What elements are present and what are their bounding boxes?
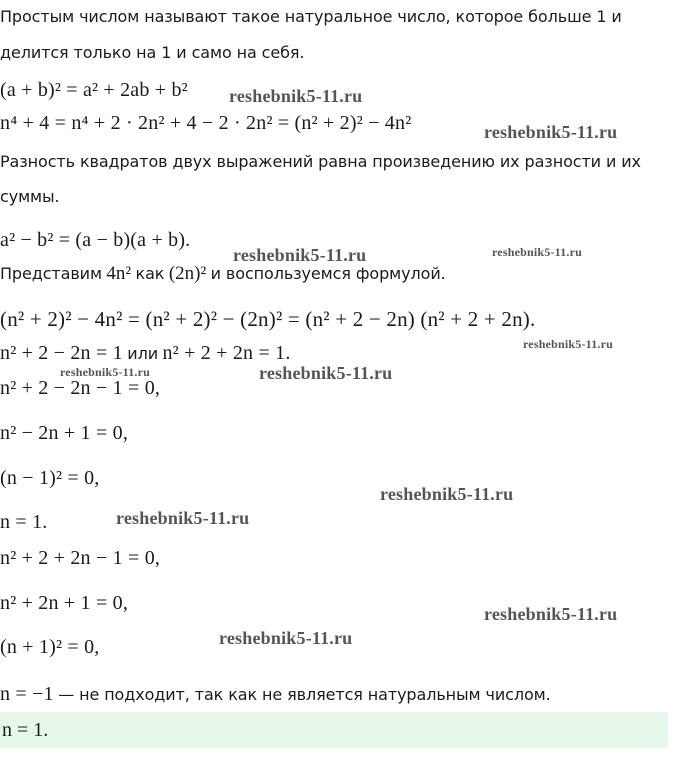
watermark: reshebnik5-11.ru xyxy=(380,484,514,504)
watermark: reshebnik5-11.ru xyxy=(219,628,353,648)
rule-line-2: суммы. xyxy=(0,187,60,206)
formula-factorization: (n² + 2)² − 4n² = (n² + 2)² − (2n)² = (n² + 2 − 2n) (n² + 2 + 2n). xyxy=(0,307,536,331)
step-b-1: n² + 2 + 2n − 1 = 0, xyxy=(0,547,161,569)
step-b-2: n² + 2n + 1 = 0, xyxy=(0,592,129,614)
watermark: reshebnik5-11.ru xyxy=(229,86,363,106)
step-a-1: n² + 2 − 2n − 1 = 0, xyxy=(0,377,161,399)
watermark: reshebnik5-11.ru xyxy=(484,122,618,142)
represent-expr-1: 4n² xyxy=(106,263,132,284)
intro-line-2: делится только на 1 и само на себя. xyxy=(0,43,305,62)
case-or: или xyxy=(127,344,159,363)
formula-difference-of-squares: a² − b² = (a − b)(a + b). xyxy=(0,229,191,251)
step-a-2: n² − 2n + 1 = 0, xyxy=(0,422,129,444)
represent-expr-2: (2n)² xyxy=(168,263,207,284)
answer-box xyxy=(0,712,668,748)
answer-value: n = 1. xyxy=(2,719,49,741)
intro-line-1: Простым числом называют такое натуральное число, которое больше 1 и xyxy=(0,7,622,26)
formula-transform: n⁴ + 4 = n⁴ + 2 · 2n² + 4 − 2 · 2n² = (n² + 2)² − 4n² xyxy=(0,112,412,134)
step-a-3: (n − 1)² = 0, xyxy=(0,467,100,489)
represent-suffix: и воспользуемся формулой. xyxy=(210,264,446,283)
represent-line xyxy=(0,263,446,286)
watermark: reshebnik5-11.ru xyxy=(523,337,613,351)
watermark: reshebnik5-11.ru xyxy=(492,245,582,259)
step-a-4: n = 1. xyxy=(0,511,48,533)
represent-prefix: Представим xyxy=(0,264,102,283)
watermark: reshebnik5-11.ru xyxy=(233,245,367,265)
reject-expr: n = −1 xyxy=(0,683,54,705)
watermark: reshebnik5-11.ru xyxy=(484,604,618,624)
watermark: reshebnik5-11.ru xyxy=(259,363,393,383)
represent-middle: как xyxy=(135,264,165,283)
reject-line xyxy=(0,683,551,707)
cases-line xyxy=(0,342,291,366)
rule-line-1: Разность квадратов двух выражений равна произведению их разности и их xyxy=(0,152,641,171)
case-1: n² + 2 − 2n = 1 xyxy=(0,342,123,364)
step-b-3: (n + 1)² = 0, xyxy=(0,636,100,658)
watermark: reshebnik5-11.ru xyxy=(60,365,150,379)
watermark: reshebnik5-11.ru xyxy=(116,508,250,528)
reject-text: — не подходит, так как не является натуральным числом. xyxy=(58,685,551,704)
formula-square-of-sum: (a + b)² = a² + 2ab + b² xyxy=(0,79,188,101)
case-2: n² + 2 + 2n = 1. xyxy=(162,342,291,364)
